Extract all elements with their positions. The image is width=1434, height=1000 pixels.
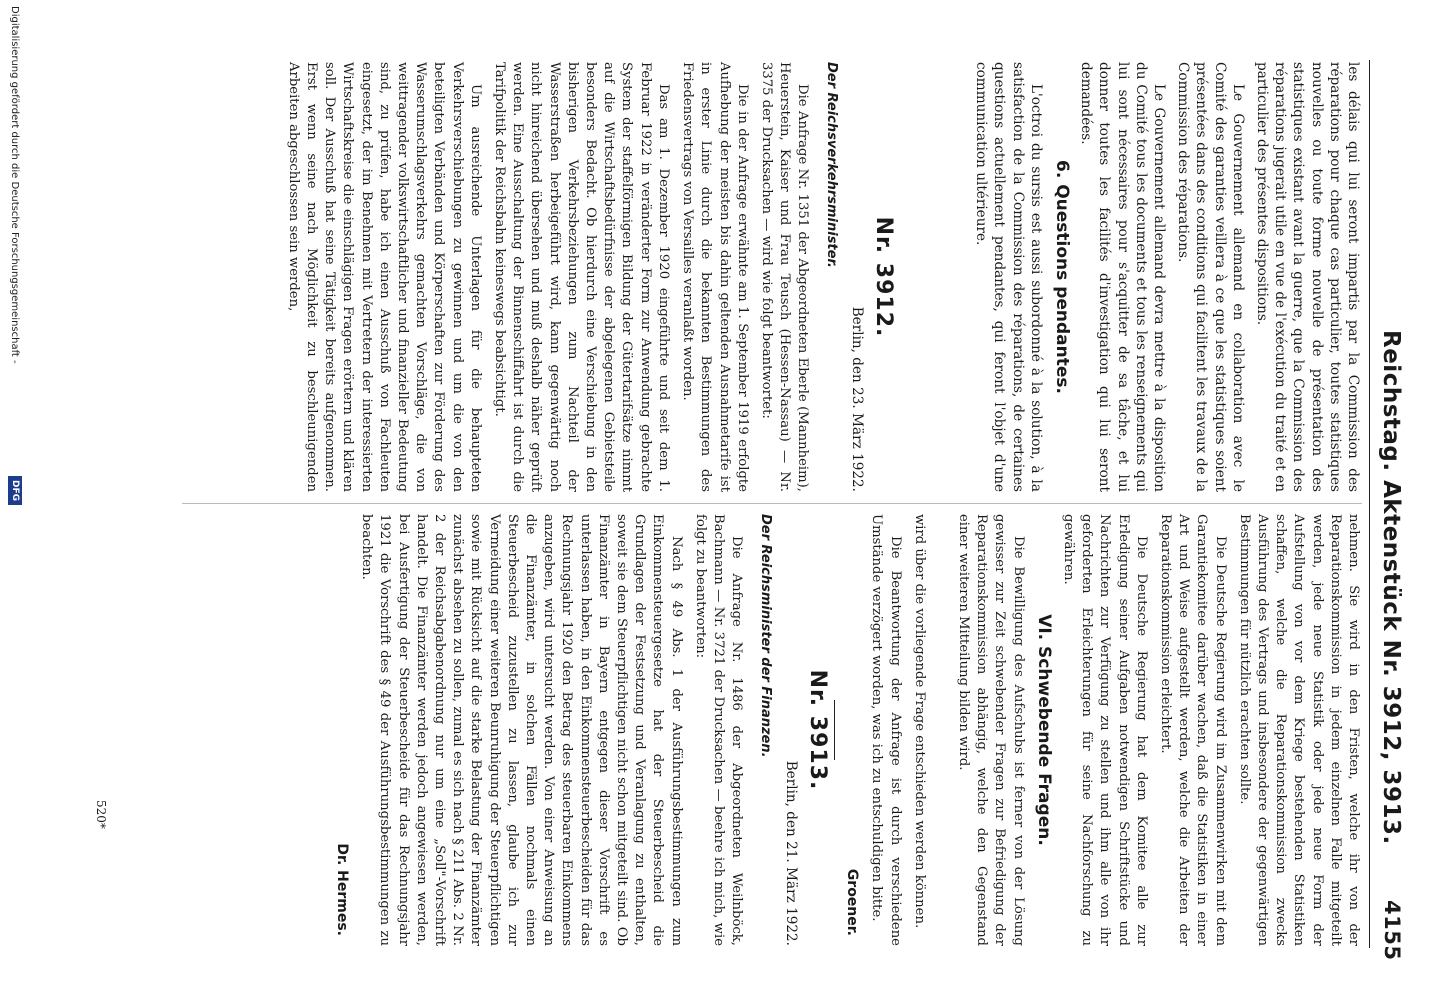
signature-groener: Groener. <box>844 868 861 936</box>
minister-3913: Der Reichsminister der Finanzen. <box>757 514 773 758</box>
footer-page-mark: 520* <box>94 800 108 829</box>
left-para-2: Le Gouvernement allemand en collaboration avec le Comité des garanties veillera à ce que les statistiques soient présentées dans des conditions qui facilitent les travaux de la Commission des réparations. <box>1175 62 1246 492</box>
signature-hermes: Dr. Hermes. <box>334 843 351 936</box>
page-number: 4155 <box>1380 900 1404 961</box>
right-para-8: Nach § 49 Abs. 1 der Ausführungsbestimmungen zum Einkommensteuergesetze hat der Steuerbescheid die Grundlagen der Festsetzung und Veranlagung zu enthalten, soweit sie dem Steuerpflichtigen nicht schon mitgeteilt sind. Ob Finanzämter in Bayern entgegen dieser Vorschrift es unterlassen haben, in den Einkommensteuerbescheiden für das Rechnungsjahr 1920 den Betrag des steuerbaren Einkommens anzugeben, wird untersucht werden. Von einer Anweisung an die Finanzämter, in solchen Fällen nochmals einen Steuerbescheid zuzustellen zu lassen, glaube ich zur Vermeidung einer weiteren Beunruhigung der Steuerpflichtigen sowie mit Rücksicht auf die starke Belastung der Finanzämter zunächst absehen zu sollen, zumal es sich nach § 211 Abs. 2 Nr. 2 der Reichsabgabenordnung nur um eine „Soll"-Vorschrift handelt. Die Finanzämter werden jedoch angewiesen werden, bei Ausfertigung der Steuerbescheide für das Rechnungsjahr 1921 die Vorschrift des § 49 der Ausführungsbestimmungen zu beachten. <box>359 514 684 946</box>
right-para-5: wird über die vorliegende Frage entschieden werden können. <box>911 514 927 929</box>
right-para-7: Die Anfrage Nr. 1486 der Abgeordneten Weilnböck, Bachmann — Nr. 3721 der Drucksachen — beehre ich mich, wie folgt zu beantworten: <box>692 514 745 946</box>
column-divider <box>182 503 1362 504</box>
left-para-3: Le Gouvernement allemand devra mettre à la disposition du Comité tous les documents et tous les renseignements qui lui sont nécessaires pour s'acquitter de sa tâche, et lui donner toutes les facilités d'investigation qui lui seront demandées. <box>1078 62 1167 492</box>
short-rule <box>834 700 835 760</box>
left-para-7: Das am 1. Dezember 1920 eingeführte und seit dem 1. Februar 1922 in veränderter Form zur Anwendung gebrachte System der staffelförmigen Bildung der Gütertarifsätze nimmt auf die Wirtschaftsbedürfnisse der abgelegenen Gebietsteile besonders Bedacht. Ob hierdurch eine Verschiebung in den bisherigen Verkehrsbeziehungen zum Nachteil der Wasserstraßen herbeigeführt wird, kann gegenwärtig noch nicht hinreichend übersehen und muß deshalb näher geprüft werden. Eine Ausschaltung der Binnenschiffahrt ist durch die Tarifpolitik der Reichsbahn keineswegs beabsichtigt. <box>492 62 671 492</box>
right-para-4: Die Bewilligung des Aufschubs ist ferner von der Lösung gewisser zur Zeit schwebender Fragen zur Befriedigung der Reparationskommission abhängig, welche den Gegenstand einer weiteren Mitteilung bilden wird. <box>955 514 1026 946</box>
left-para-8: Um ausreichende Unterlagen für die behaupteten Verkehrsverschiebungen zu gewinnen und um die von den beteiligten Verbänden und Körperschaften zur Förderung des Wasserumschlagsverkehrs gemachten Vorschläge, die von weittragender volkswirtschaftlicher und finanzieller Bedeutung sind, zu prüfen, habe ich einen Ausschuß von Fachleuten eingesetzt, der im Benehmen mit Vertretern der interessierten Wirtschaftskreise die einschlägigen Fragen erörtern und klären soll. Der Ausschuß hat seine Tätigkeit bereits aufgenommen. Erst wenn seine nach Möglichkeit zu beschleunigenden Arbeiten abgeschlossen sein werden, <box>285 62 483 492</box>
doc-number-3913: Nr. 3913. <box>804 669 830 791</box>
minister-3912: Der Reichsverkehrsminister. <box>823 62 839 268</box>
right-para-1: nehmen. Sie wird in den Fristen, welche ihr von der Reparationskommission in jedem einzelnen Falle mitgeteilt werden, jede neue Statistik oder jede neue Form der Aufstellung von vor dem Kriege bestehenden Statistiken schaffen, welche die Reparationskommission zwecks Ausführung des Vertrags und insbesondere der gegenwärtigen Bestimmungen für nützlich erachten sollte. <box>1236 514 1361 946</box>
digitization-strip <box>0 0 26 1000</box>
dfg-logo: DFG <box>8 476 22 505</box>
right-para-3: Die Deutsche Regierung hat dem Komitee alle zur Erledigung seiner Aufgaben notwendigen Schriftstücke und Nachrichten zur Verfügung zu stellen und ihm alle von ihr geforderten Erleichterungen für seine Nachforschung zu gewähren. <box>1060 514 1149 946</box>
left-para-5: Die Anfrage Nr. 1351 der Abgeordneten Eberle (Mannheim), Heuerstein, Kaiser und Frau Teusch (Hessen-Nassau) — Nr. 3375 der Drucksachen — wird wie folgt beantwortet: <box>758 62 811 492</box>
digitization-note: Digitalisierung gefördert durch die Deutsche Forschungsgemeinschaft - <box>9 6 20 364</box>
header-rule <box>1369 60 1370 948</box>
date-3912: Berlin, den 23. März 1922. <box>848 306 865 492</box>
running-title: Reichstag. Aktenstück Nr. 3912, 3913. <box>1378 330 1404 845</box>
right-para-6: Die Beantwortung der Anfrage ist durch verschiedene Umstände verzögert worden, was ich zu entschuldigen bitte. <box>869 514 903 946</box>
left-para-4: L'octroi du sursis est aussi subordonné à la solution, à la satisfaction de la Commission des réparations, de certaines questions actuellement pendantes, qui feront l'objet d'une communication ultérieure. <box>973 62 1044 492</box>
right-para-2: Die Deutsche Regierung wird im Zusammenwirken mit dem Garantiekomitee darüber wachen, daß die Statistiken in einer Art und Weise aufgestellt werden, welche die Arbeiten der Reparationskommission erleichtert. <box>1157 514 1228 946</box>
left-column <box>278 62 1362 492</box>
doc-number-3912: Nr. 3912. <box>870 216 896 338</box>
left-section-title: 6. Questions pendantes. <box>1051 160 1072 394</box>
right-section-title: VI. Schwebende Fragen. <box>1033 614 1054 846</box>
left-para-1: les délais qui lui seront impartis par la Commission des réparations pour chaque cas particulier, toutes statistiques nouvelles ou toute forme nouvelle de présentation des statistiques existant avant la guerre, que la Commission des réparations jugerait utile en vue de l'exécution du traité et en particulier des présentes dispositions. <box>1253 62 1361 492</box>
date-3913: Berlin, den 21. März 1922. <box>782 760 799 946</box>
left-para-6: Die in der Anfrage erwähnte am 1. September 1919 erfolgte Aufhebung der meisten bis dahin geltenden Ausnahmetarife ist in erster Linie durch die bekannten Bestimmungen des Friedensvertrags von Versailles veranlaßt worden. <box>680 62 750 492</box>
right-column <box>327 514 1362 946</box>
